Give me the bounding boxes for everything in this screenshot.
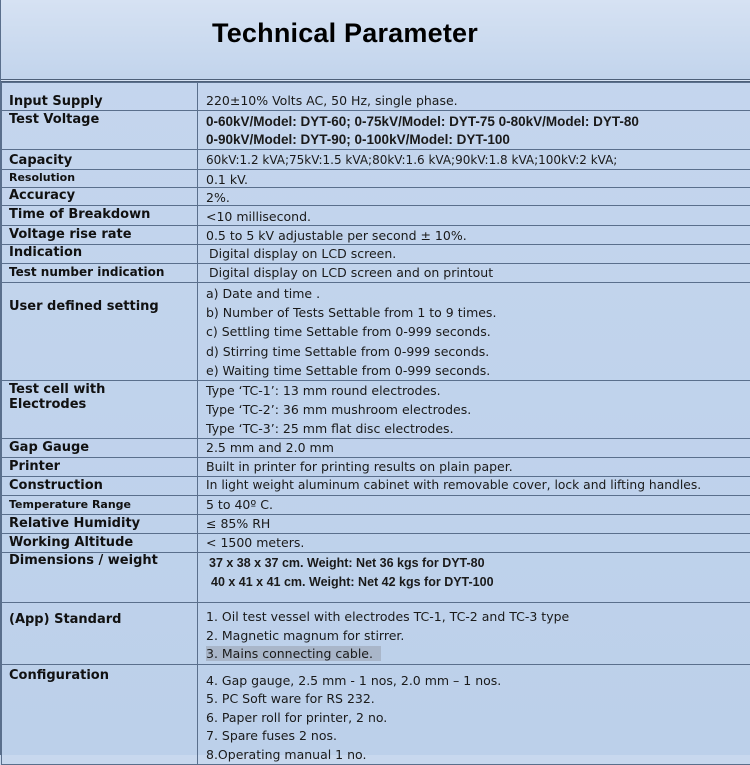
param-value: 2.5 mm and 2.0 mm [198, 439, 750, 458]
param-value: 0.5 to 5 kV adjustable per second ± 10%. [198, 226, 750, 245]
table-row [2, 264, 750, 283]
value-line: 40 x 41 x 41 cm. Weight: Net 42 kgs for DYT-100 [206, 573, 750, 592]
value-line: 5. PC Soft ware for RS 232. [206, 690, 750, 709]
param-label: Input Supply [2, 83, 198, 111]
value-line: 0-60kV/Model: DYT-60; 0-75kV/Model: DYT-75 0-80kV/Model: DYT-80 [206, 113, 750, 131]
table-row [2, 458, 750, 477]
table-row [2, 477, 750, 496]
param-label: Time of Breakdown [2, 206, 198, 226]
param-label: Accuracy [2, 188, 198, 206]
param-label: Construction [2, 477, 198, 496]
param-label: Configuration [2, 664, 198, 765]
param-label: (App) Standard [2, 603, 198, 665]
table-row [2, 206, 750, 226]
table-row [2, 188, 750, 206]
param-value [198, 603, 750, 665]
param-label: Test number indication [2, 264, 198, 283]
label-line: Test cell with [9, 382, 197, 397]
highlighted-text: 3. Mains connecting cable. [206, 646, 381, 661]
value-line: 7. Spare fuses 2 nos. [206, 727, 750, 746]
value-line: 1. Oil test vessel with electrodes TC-1, TC-2 and TC-3 type [206, 608, 750, 627]
param-value: ≤ 85% RH [198, 515, 750, 534]
param-value: In light weight aluminum cabinet with removable cover, lock and lifting handles. [198, 477, 750, 496]
table-row [2, 245, 750, 264]
param-value [198, 553, 750, 603]
param-value: Digital display on LCD screen and on printout [198, 264, 750, 283]
title-bar [1, 0, 750, 82]
param-label: Indication [2, 245, 198, 264]
param-label: Printer [2, 458, 198, 477]
value-line: 8.Operating manual 1 no. [206, 746, 750, 765]
table-row [2, 496, 750, 515]
param-value: 220±10% Volts AC, 50 Hz, single phase. [198, 83, 750, 111]
table-row [2, 439, 750, 458]
param-label: Voltage rise rate [2, 226, 198, 245]
page-title: Technical Parameter [212, 18, 478, 49]
param-label: Capacity [2, 150, 198, 170]
value-line [206, 645, 750, 664]
table-row [2, 150, 750, 170]
value-line: 37 x 38 x 37 cm. Weight: Net 36 kgs for DYT-80 [206, 554, 750, 573]
param-value: Built in printer for printing results on plain paper. [198, 458, 750, 477]
table-row [2, 83, 750, 111]
value-line: c) Settling time Settable from 0-999 seconds. [206, 322, 750, 341]
param-label: Temperature Range [2, 496, 198, 515]
table-row [2, 283, 750, 381]
param-label: Dimensions / weight [2, 553, 198, 603]
table-row [2, 603, 750, 665]
table-row [2, 381, 750, 439]
value-line: Type ‘TC-1’: 13 mm round electrodes. [206, 381, 750, 400]
value-line: 2. Magnetic magnum for stirrer. [206, 627, 750, 646]
param-value [198, 111, 750, 150]
value-line: 6. Paper roll for printer, 2 no. [206, 709, 750, 728]
value-line: Type ‘TC-3’: 25 mm flat disc electrodes. [206, 419, 750, 438]
value-line: b) Number of Tests Settable from 1 to 9 times. [206, 303, 750, 322]
value-line: a) Date and time . [206, 284, 750, 303]
param-value: 60kV:1.2 kVA;75kV:1.5 kVA;80kV:1.6 kVA;90kV:1.8 kVA;100kV:2 kVA; [198, 150, 750, 170]
param-value: <10 millisecond. [198, 206, 750, 226]
param-value: < 1500 meters. [198, 534, 750, 553]
label-line: Electrodes [9, 397, 197, 412]
param-label: Working Altitude [2, 534, 198, 553]
param-label: Resolution [2, 170, 198, 188]
param-label: Gap Gauge [2, 439, 198, 458]
param-label [2, 381, 198, 439]
value-line: Type ‘TC-2’: 36 mm mushroom electrodes. [206, 400, 750, 419]
value-line: 0-90kV/Model: DYT-90; 0-100kV/Model: DYT-100 [206, 131, 750, 149]
param-label: Relative Humidity [2, 515, 198, 534]
table-row [2, 226, 750, 245]
value-line: 4. Gap gauge, 2.5 mm - 1 nos, 2.0 mm – 1 nos. [206, 672, 750, 691]
param-value: 2%. [198, 188, 750, 206]
table-row [2, 170, 750, 188]
parameter-table [1, 82, 750, 765]
param-value: 0.1 kV. [198, 170, 750, 188]
param-value [198, 381, 750, 439]
param-value: Digital display on LCD screen. [198, 245, 750, 264]
table-row [2, 111, 750, 150]
value-line: d) Stirring time Settable from 0-999 seconds. [206, 342, 750, 361]
param-label: User defined setting [2, 283, 198, 381]
table-row [2, 515, 750, 534]
table-row [2, 664, 750, 765]
param-label: Test Voltage [2, 111, 198, 150]
table-row [2, 534, 750, 553]
param-value [198, 664, 750, 765]
param-value [198, 283, 750, 381]
value-line: e) Waiting time Settable from 0-999 seconds. [206, 361, 750, 380]
table-row [2, 553, 750, 603]
param-value: 5 to 40º C. [198, 496, 750, 515]
